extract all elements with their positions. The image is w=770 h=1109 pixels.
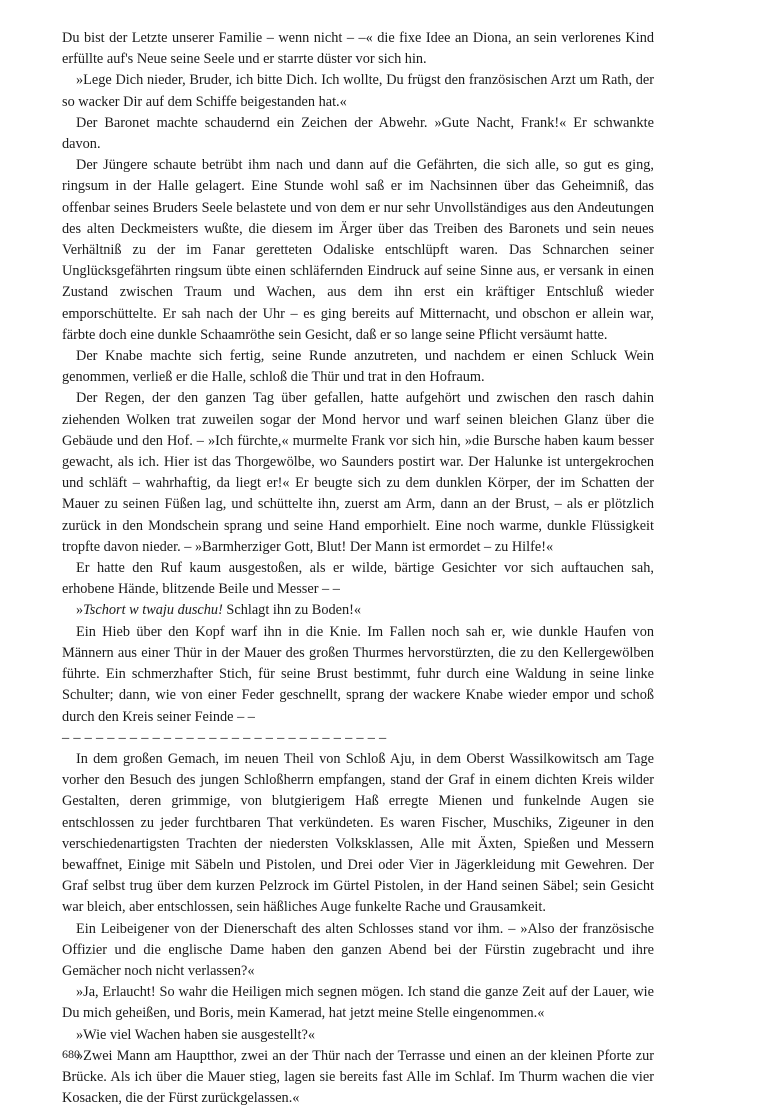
paragraph: Der Knabe machte sich fertig, seine Runde anzutreten, und nachdem er einen Schluck Wein genommen, verließ er die Halle, schloß die Thür und trat in den Hofraum. — [62, 348, 654, 386]
paragraph: Du bist der Letzte unserer Familie – wenn nicht – –« die fixe Idee an Diona, an sein verlorenes Kind erfüllte auf's Neue seine Seele und er starrte düster vor sich hin. — [62, 30, 654, 68]
section-separator: – – – – – – – – – – – – – – – – – – – – – – – – – – – – – — [62, 729, 387, 746]
paragraph: Er hatte den Ruf kaum ausgestoßen, als er wilde, bärtige Gesichter vor sich auftauchen sah, erhobene Hände, blitzende Beile und Messer – – — [62, 560, 654, 598]
page-number: 680 — [62, 1047, 80, 1061]
page-body — [62, 28, 654, 1109]
paragraph: Ein Leibeigener von der Dienerschaft des alten Schlosses stand vor ihm. – »Also der französische Offizier und die englische Dame haben den ganzen Abend bei der Fürstin zugebracht und ihre Gemächer noch nicht verlassen?« — [62, 920, 654, 979]
paragraph: »Wie viel Wachen haben sie ausgestellt?« — [76, 1026, 315, 1043]
quote-rest: Schlagt ihn zu Boden!« — [222, 602, 362, 619]
russian-curse: Tschort w twaju duschu! — [83, 602, 223, 619]
paragraph: Der Jüngere schaute betrübt ihm nach und dann auf die Gefährten, die sich alle, so gut es ging, ringsum in der Halle gelagert. Eine Stunde wohl saß er im Nachsinnen über das Geheimniß, das offenbar seines Bruders Seele belastete und von dem er nur sehr Unvollständiges aus den Andeutungen des alten Deckmeisters wußte, die diesem im Ärger über das Treiben des Baronets und sein neues Verhältniß zu der im Fanar geretteten Odaliske entschlüpft waren. Das Schnarchen seiner Unglücksgefährten ringsum übte einen schläfernden Eindruck auf seine Sinne aus, er versank in einen Zustand zwischen Traum und Wachen, aus dem ihn erst ein kräftiger Entschluß wieder emporschüttelte. Er sah nach der Uhr – es ging bereits auf Mitternacht, und obschon er allein war, färbte doch eine dunkle Schaamröthe sein Gesicht, daß er so lange seine Pflicht versäumt hatte. — [62, 157, 654, 343]
paragraph: »Lege Dich nieder, Bruder, ich bitte Dich. Ich wollte, Du frügst den französischen Arzt um Rath, der so wacker Dir auf dem Schiffe beigestanden hat.« — [62, 72, 654, 110]
paragraph: In dem großen Gemach, im neuen Theil von Schloß Aju, in dem Oberst Wassilkowitsch am Tage vorher den Besuch des jungen Schloßherrn empfangen, stand der Graf in einem dichten Kreis wilder Gestalten, deren grimmige, von blutgierigem Haß erregte Mienen und funkelnde Augen sie entschlossen zu jeder furchtbaren That verkündeten. Es waren Fischer, Muschiks, Zigeuner in den verschiedenartigsten Trachten der niedersten Volksklassen, Alle mit Äxten, Spießen und Messern bewaffnet, Einige mit Säbeln und Pistolen, und Drei oder Vier in Jägerkleidung mit Gewehren. Der Graf selbst trug über dem kurzen Pelzrock im Gürtel Pistolen, in der Hand seinen Säbel; sein Gesicht war bleich, aber entschlossen, sein häßliches Auge funkelte Rache und Grausamkeit. — [62, 750, 654, 916]
quote-open: » — [76, 602, 84, 619]
paragraph: »Ja, Erlaucht! So wahr die Heiligen mich segnen mögen. Ich stand die ganze Zeit auf der Lauer, wie Du mich geheißen, und Boris, mein Kamerad, hat jetzt meine Stelle eingenommen.« — [62, 984, 654, 1022]
paragraph-exclamation — [62, 600, 654, 621]
paragraph: Der Regen, der den ganzen Tag über gefallen, hatte aufgehört und zwischen den rasch dahin ziehenden Wolken trat zuweilen sogar der Mond hervor und warf seinen bleichen Glanz über die Gebäude und den Hof. – »Ich fürchte,« murmelte Frank vor sich hin, »die Bursche haben kaum besser gewacht, als ich. Hier ist das Thorgewölbe, wo Saunders postirt war. Der Halunke ist untergekrochen und schläft – wahrhaftig, da liegt er!« Er beugte sich zu dem dunklen Körper, der im Schatten der Mauer zu seinen Füßen lag, und schüttelte ihn, zuerst am Arm, dann an der Brust, – als er plötzlich zurück in den Mondschein sprang und seine Hand emporhielt. Eine noch warme, dunkle Flüssigkeit tropfte davon nieder. – »Barmherziger Gott, Blut! Der Mann ist ermordet – zu Hilfe!« — [62, 390, 654, 555]
paragraph: Ein Hieb über den Kopf warf ihn in die Knie. Im Fallen noch sah er, wie dunkle Haufen von Männern aus einer Thür in der Mauer des großen Thurmes hervorstürzten, die zu den Kellergewölben führte. Ein schmerzhafter Stich, für seine Brust bestimmt, fuhr durch eine Waldung in seine linke Schulter; dann, wie von einer Feder geschnellt, sprang der wackere Knabe wieder empor und schoß durch den Kreis seiner Feinde – – — [62, 623, 654, 725]
paragraph: »Zwei Mann am Hauptthor, zwei an der Thür nach der Terrasse und einen an der kleinen Pforte zur Brücke. Als ich über die Mauer stieg, lagen sie bereits fast Alle im Schlaf. Im Thurm wachen die vier Kosacken, die der Fürst zurückgelassen.« — [62, 1047, 654, 1107]
paragraph: Der Baronet machte schaudernd ein Zeichen der Abwehr. »Gute Nacht, Frank!« Er schwankte davon. — [62, 114, 654, 153]
